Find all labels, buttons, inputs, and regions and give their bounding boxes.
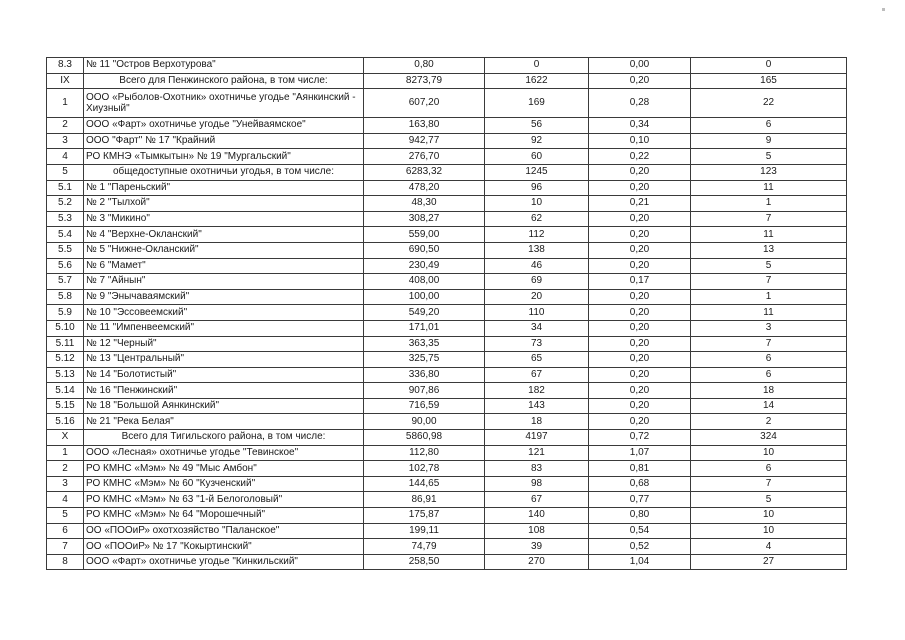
area-cell: 230,49: [364, 258, 485, 274]
density-cell: 1,04: [589, 554, 691, 570]
table-row: [47, 180, 847, 196]
area-cell: 163,80: [364, 118, 485, 134]
table-row: [47, 414, 847, 430]
density-cell: 0,52: [589, 539, 691, 555]
quota-cell: 10: [691, 445, 847, 461]
density-cell: 0,20: [589, 164, 691, 180]
density-cell: 0,20: [589, 398, 691, 414]
density-cell: 0,68: [589, 476, 691, 492]
area-cell: 408,00: [364, 274, 485, 290]
row-number-cell: 3: [47, 133, 84, 149]
count-cell: 182: [485, 383, 589, 399]
row-name-cell: РО КМНС «Мэм» № 64 "Морошечный": [84, 508, 364, 524]
row-number-cell: 5.3: [47, 211, 84, 227]
quota-cell: 11: [691, 180, 847, 196]
density-cell: 0,80: [589, 508, 691, 524]
table-row: [47, 89, 847, 118]
table-row: [47, 492, 847, 508]
table-row: [47, 211, 847, 227]
row-name-cell: № 18 "Большой Аянкинский": [84, 398, 364, 414]
row-name-cell: № 6 "Мамет": [84, 258, 364, 274]
area-cell: 86,91: [364, 492, 485, 508]
count-cell: 112: [485, 227, 589, 243]
row-name-cell: № 1 "Пареньский": [84, 180, 364, 196]
quota-cell: 2: [691, 414, 847, 430]
table-row: [47, 133, 847, 149]
density-cell: 0,77: [589, 492, 691, 508]
quota-cell: 27: [691, 554, 847, 570]
quota-cell: 0: [691, 58, 847, 74]
quota-cell: 11: [691, 227, 847, 243]
count-cell: 69: [485, 274, 589, 290]
row-name-cell: РО КМНЭ «Тымкытын» № 19 "Мургальский": [84, 149, 364, 165]
row-name-cell: № 10 "Эссовеемский": [84, 305, 364, 321]
row-number-cell: 3: [47, 476, 84, 492]
table-row: [47, 398, 847, 414]
area-cell: 942,77: [364, 133, 485, 149]
count-cell: 73: [485, 336, 589, 352]
area-cell: 6283,32: [364, 164, 485, 180]
row-name-cell: № 12 "Черный": [84, 336, 364, 352]
density-cell: 0,20: [589, 211, 691, 227]
row-number-cell: IX: [47, 73, 84, 89]
row-number-cell: 5.4: [47, 227, 84, 243]
row-name-cell: № 14 "Болотистый": [84, 367, 364, 383]
row-number-cell: 5.9: [47, 305, 84, 321]
count-cell: 1245: [485, 164, 589, 180]
density-cell: 0,20: [589, 336, 691, 352]
row-number-cell: 5.14: [47, 383, 84, 399]
row-name-cell: Всего для Пенжинского района, в том числе:: [84, 73, 364, 89]
count-cell: 110: [485, 305, 589, 321]
table-row: [47, 554, 847, 570]
density-cell: 1,07: [589, 445, 691, 461]
row-number-cell: 1: [47, 89, 84, 118]
quota-cell: 4: [691, 539, 847, 555]
row-number-cell: 2: [47, 118, 84, 134]
density-cell: 0,81: [589, 461, 691, 477]
quota-cell: 6: [691, 352, 847, 368]
table-row: [47, 367, 847, 383]
row-name-cell: ООО «Фарт» охотничье угодье "Кинкильский": [84, 554, 364, 570]
count-cell: 98: [485, 476, 589, 492]
count-cell: 96: [485, 180, 589, 196]
density-cell: 0,20: [589, 289, 691, 305]
density-cell: 0,17: [589, 274, 691, 290]
row-number-cell: 2: [47, 461, 84, 477]
density-cell: 0,22: [589, 149, 691, 165]
row-number-cell: 5: [47, 164, 84, 180]
quota-cell: 10: [691, 523, 847, 539]
row-number-cell: 5.12: [47, 352, 84, 368]
row-name-cell: общедоступные охотничьи угодья, в том числе:: [84, 164, 364, 180]
row-number-cell: 8: [47, 554, 84, 570]
quota-cell: 5: [691, 258, 847, 274]
count-cell: 92: [485, 133, 589, 149]
count-cell: 20: [485, 289, 589, 305]
row-name-cell: № 16 "Пенжинский": [84, 383, 364, 399]
table-row: [47, 539, 847, 555]
area-cell: 102,78: [364, 461, 485, 477]
area-cell: 0,80: [364, 58, 485, 74]
density-cell: 0,28: [589, 89, 691, 118]
density-cell: 0,20: [589, 180, 691, 196]
area-cell: 74,79: [364, 539, 485, 555]
density-cell: 0,20: [589, 73, 691, 89]
table-row: [47, 305, 847, 321]
row-name-cell: № 3 "Микино": [84, 211, 364, 227]
row-name-cell: РО КМНС «Мэм» № 49 "Мыс Амбон": [84, 461, 364, 477]
table-row: [47, 242, 847, 258]
table-row: [47, 289, 847, 305]
area-cell: 363,35: [364, 336, 485, 352]
row-name-cell: № 11 "Остров Верхотурова": [84, 58, 364, 74]
count-cell: 1622: [485, 73, 589, 89]
count-cell: 108: [485, 523, 589, 539]
area-cell: 549,20: [364, 305, 485, 321]
row-name-cell: № 9 "Энычаваямский": [84, 289, 364, 305]
density-cell: 0,10: [589, 133, 691, 149]
count-cell: 60: [485, 149, 589, 165]
count-cell: 67: [485, 492, 589, 508]
table-row: [47, 227, 847, 243]
area-cell: 716,59: [364, 398, 485, 414]
table-row: [47, 320, 847, 336]
area-cell: 171,01: [364, 320, 485, 336]
table-row: [47, 476, 847, 492]
table-body: [47, 58, 847, 570]
area-cell: 90,00: [364, 414, 485, 430]
hunting-quota-table: [46, 57, 847, 570]
row-number-cell: 5.1: [47, 180, 84, 196]
density-cell: 0,34: [589, 118, 691, 134]
area-cell: 199,11: [364, 523, 485, 539]
row-number-cell: 6: [47, 523, 84, 539]
row-name-cell: РО КМНС «Мэм» № 63 "1-й Белоголовый": [84, 492, 364, 508]
quota-cell: 7: [691, 211, 847, 227]
table-row: [47, 58, 847, 74]
row-number-cell: 1: [47, 445, 84, 461]
row-name-cell: ООО «Рыболов-Охотник» охотничье угодье "Аянкинский - Хиузный": [84, 89, 364, 118]
quota-cell: 13: [691, 242, 847, 258]
row-name-cell: ООО «Лесная» охотничье угодье "Тевинское": [84, 445, 364, 461]
count-cell: 56: [485, 118, 589, 134]
area-cell: 8273,79: [364, 73, 485, 89]
row-name-cell: № 11 "Импенвеемский": [84, 320, 364, 336]
row-number-cell: 5.13: [47, 367, 84, 383]
row-number-cell: 5.10: [47, 320, 84, 336]
count-cell: 0: [485, 58, 589, 74]
area-cell: 48,30: [364, 196, 485, 212]
quota-cell: 18: [691, 383, 847, 399]
page-corner-mark: [882, 8, 885, 11]
quota-cell: 324: [691, 430, 847, 446]
quota-cell: 7: [691, 274, 847, 290]
table-row: [47, 523, 847, 539]
table-row: [47, 352, 847, 368]
table-row: [47, 430, 847, 446]
quota-cell: 6: [691, 367, 847, 383]
density-cell: 0,20: [589, 242, 691, 258]
table-row: [47, 73, 847, 89]
quota-cell: 5: [691, 149, 847, 165]
quota-cell: 123: [691, 164, 847, 180]
row-name-cell: ОО «ПООиР» № 17 "Кокыртинский": [84, 539, 364, 555]
quota-cell: 7: [691, 336, 847, 352]
area-cell: 144,65: [364, 476, 485, 492]
area-cell: 478,20: [364, 180, 485, 196]
row-name-cell: ОО «ПООиР» охотхозяйство "Паланское": [84, 523, 364, 539]
density-cell: 0,72: [589, 430, 691, 446]
row-name-cell: ООО "Фарт" № 17 "Крайний: [84, 133, 364, 149]
count-cell: 34: [485, 320, 589, 336]
row-number-cell: 4: [47, 149, 84, 165]
density-cell: 0,20: [589, 383, 691, 399]
count-cell: 18: [485, 414, 589, 430]
quota-cell: 6: [691, 461, 847, 477]
density-cell: 0,54: [589, 523, 691, 539]
count-cell: 4197: [485, 430, 589, 446]
count-cell: 140: [485, 508, 589, 524]
row-number-cell: 5.15: [47, 398, 84, 414]
quota-cell: 1: [691, 196, 847, 212]
area-cell: 607,20: [364, 89, 485, 118]
row-number-cell: 7: [47, 539, 84, 555]
row-name-cell: № 2 "Тылхой": [84, 196, 364, 212]
table-row: [47, 508, 847, 524]
row-number-cell: 5.16: [47, 414, 84, 430]
area-cell: 276,70: [364, 149, 485, 165]
density-cell: 0,20: [589, 320, 691, 336]
table-row: [47, 149, 847, 165]
density-cell: 0,00: [589, 58, 691, 74]
row-number-cell: 5.7: [47, 274, 84, 290]
density-cell: 0,20: [589, 414, 691, 430]
count-cell: 39: [485, 539, 589, 555]
row-number-cell: 4: [47, 492, 84, 508]
table-row: [47, 274, 847, 290]
quota-cell: 165: [691, 73, 847, 89]
row-number-cell: 8.3: [47, 58, 84, 74]
table-row: [47, 196, 847, 212]
count-cell: 83: [485, 461, 589, 477]
count-cell: 46: [485, 258, 589, 274]
quota-cell: 3: [691, 320, 847, 336]
area-cell: 258,50: [364, 554, 485, 570]
density-cell: 0,20: [589, 352, 691, 368]
area-cell: 308,27: [364, 211, 485, 227]
quota-cell: 5: [691, 492, 847, 508]
quota-cell: 7: [691, 476, 847, 492]
table-row: [47, 383, 847, 399]
row-number-cell: X: [47, 430, 84, 446]
count-cell: 143: [485, 398, 589, 414]
table-row: [47, 164, 847, 180]
count-cell: 169: [485, 89, 589, 118]
count-cell: 65: [485, 352, 589, 368]
area-cell: 100,00: [364, 289, 485, 305]
area-cell: 325,75: [364, 352, 485, 368]
density-cell: 0,20: [589, 258, 691, 274]
density-cell: 0,20: [589, 367, 691, 383]
density-cell: 0,20: [589, 305, 691, 321]
row-name-cell: РО КМНС «Мэм» № 60 "Кузченский": [84, 476, 364, 492]
table-row: [47, 336, 847, 352]
row-name-cell: ООО «Фарт» охотничье угодье "Унейваямское": [84, 118, 364, 134]
area-cell: 690,50: [364, 242, 485, 258]
count-cell: 138: [485, 242, 589, 258]
row-name-cell: Всего для Тигильского района, в том числе:: [84, 430, 364, 446]
quota-cell: 9: [691, 133, 847, 149]
count-cell: 67: [485, 367, 589, 383]
quota-cell: 11: [691, 305, 847, 321]
area-cell: 112,80: [364, 445, 485, 461]
row-name-cell: № 21 "Река Белая": [84, 414, 364, 430]
row-name-cell: № 5 "Нижне-Окланский": [84, 242, 364, 258]
density-cell: 0,21: [589, 196, 691, 212]
row-name-cell: № 7 "Айнын": [84, 274, 364, 290]
row-number-cell: 5.8: [47, 289, 84, 305]
row-number-cell: 5.11: [47, 336, 84, 352]
quota-cell: 10: [691, 508, 847, 524]
quota-cell: 22: [691, 89, 847, 118]
count-cell: 270: [485, 554, 589, 570]
count-cell: 62: [485, 211, 589, 227]
density-cell: 0,20: [589, 227, 691, 243]
table-row: [47, 461, 847, 477]
row-name-cell: № 13 "Центральный": [84, 352, 364, 368]
row-number-cell: 5.5: [47, 242, 84, 258]
quota-cell: 6: [691, 118, 847, 134]
area-cell: 5860,98: [364, 430, 485, 446]
table-row: [47, 258, 847, 274]
area-cell: 336,80: [364, 367, 485, 383]
area-cell: 907,86: [364, 383, 485, 399]
row-name-cell: № 4 "Верхне-Окланский": [84, 227, 364, 243]
area-cell: 559,00: [364, 227, 485, 243]
row-number-cell: 5.6: [47, 258, 84, 274]
table-row: [47, 445, 847, 461]
quota-cell: 1: [691, 289, 847, 305]
quota-cell: 14: [691, 398, 847, 414]
count-cell: 121: [485, 445, 589, 461]
row-number-cell: 5: [47, 508, 84, 524]
count-cell: 10: [485, 196, 589, 212]
table-row: [47, 118, 847, 134]
row-number-cell: 5.2: [47, 196, 84, 212]
area-cell: 175,87: [364, 508, 485, 524]
